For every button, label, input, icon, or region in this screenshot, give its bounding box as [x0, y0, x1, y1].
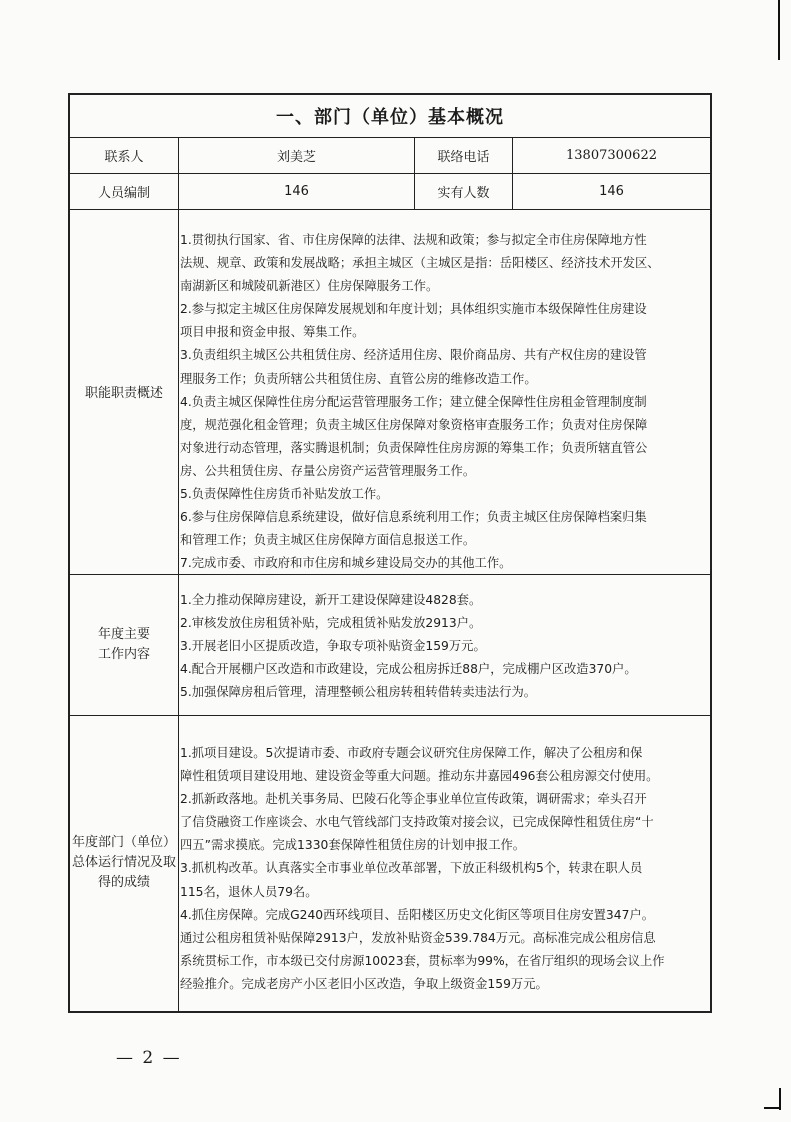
content-line: 对象进行动态管理，落实腾退机制；负责保障性住房房源的筹集工作；负责所辖直管公 [180, 440, 648, 455]
content-line: 系统贯标工作，市本级已交付房源10023套，贯标率为99%，在省厅组织的现场会议上作 [180, 953, 665, 968]
actual-staff-value: 146 [599, 183, 624, 199]
content-line: 4.抓住房保障。完成G240西环线项目、岳阳楼区历史文化街区等项目住房安置347户。 [180, 907, 655, 922]
duties-label: 职能职责概述 [84, 386, 163, 401]
content-line: 3.抓机构改革。认真落实全市事业单位改革部署，下放正科级机构5个，转隶在职人员 [180, 861, 643, 876]
annual-work-label [70, 574, 178, 715]
staff-quota-label: 人员编制 [97, 185, 150, 201]
content-line: 度，规范强化租金管理；负责主城区住房保障对象资格审查服务工作；负责对住房保障 [180, 417, 648, 432]
content-line: 4.负责主城区保障性住房分配运营管理服务工作；建立健全保障性住房租金管理制度制 [180, 394, 647, 409]
content-line: 2.参与拟定主城区住房保障发展规划和年度计划；具体组织实施市本级保障性住房建设 [180, 302, 647, 317]
actual-staff-label: 实有人数 [437, 185, 490, 201]
content-line: 5.负责保障性住房货币补贴发放工作。 [180, 487, 389, 502]
achievements-label-line: 得的成绩 [97, 875, 150, 890]
content-line: 2.抓新政落地。赴机关事务局、巴陵石化等企事业单位宣传政策，调研需求；牵头召开 [180, 792, 647, 807]
content-line: 南湖新区和城陵矶新港区）住房保障服务工作。 [180, 279, 439, 294]
content-line: 理服务工作；负责所辖公共租赁住房、直管公房的维修改造工作。 [180, 371, 537, 386]
content-line: 3.负责组织主城区公共租赁住房、经济适用住房、限价商品房、共有产权住房的建设管 [180, 348, 647, 363]
content-line: 四五”需求摸底。完成1330套保障性租赁住房的计划申报工作。 [180, 838, 526, 853]
content-line: 4.配合开展棚户区改造和市政建设，完成公租房拆迁88户，完成棚户区改造370户。 [180, 662, 637, 677]
contact-label: 联系人 [104, 149, 144, 165]
content-line: 1.全力推动保障房建设，新开工建设保障建设4828套。 [180, 593, 482, 607]
scan-edge-mark [764, 1107, 780, 1109]
content-line: 项目申报和资金申报、筹集工作。 [180, 325, 365, 340]
content-line: 通过公租房租赁补贴保障2913户，发放补贴资金539.784万元。高标准完成公租房信息 [180, 930, 656, 945]
scan-edge-mark [779, 1088, 781, 1110]
column-divider [178, 137, 179, 1011]
annual-work-label-line: 工作内容 [97, 646, 150, 662]
achievements-label [70, 715, 178, 1011]
basic-info-table [68, 93, 712, 1013]
phone-value: 13807300622 [566, 147, 657, 163]
content-line: 1.贯彻执行国家、省、市住房保障的法律、法规和政策；参与拟定全市住房保障地方性 [180, 233, 647, 247]
phone-label: 联络电话 [437, 149, 490, 165]
content-line: 115名，退休人员79名。 [180, 884, 318, 899]
content-line: 了信贷融资工作座谈会、水电气管线部门支持政策对接会议，已完成保障性租赁住房“十 [180, 815, 654, 830]
content-line: 和管理工作；负责主城区住房保障方面信息报送工作。 [180, 533, 476, 548]
achievements-label-line: 年度部门（单位） [71, 835, 176, 850]
annual-work-text [180, 589, 710, 704]
content-line: 5.加强保障房租后管理，清理整顿公租房转租转借转卖违法行为。 [180, 685, 537, 700]
content-line: 法规、规章、政策和发展战略；承担主城区（主城区是指：岳阳楼区、经济技术开发区、 [180, 256, 660, 271]
scan-edge-mark [778, 0, 780, 60]
staff-quota-value: 146 [284, 183, 309, 199]
achievements-text [180, 742, 710, 996]
page-number: — 2 — [116, 1048, 182, 1068]
content-line: 2.审核发放住房租赁补贴，完成租赁补贴发放2913户。 [180, 616, 482, 631]
duties-text [180, 229, 710, 575]
achievements-label-line: 总体运行情况及取 [71, 855, 176, 870]
content-line: 6.参与住房保障信息系统建设，做好信息系统利用工作；负责主城区住房保障档案归集 [180, 510, 647, 525]
section-title: 一、部门（单位）基本概况 [276, 107, 504, 128]
content-line: 7.完成市委、市政府和市住房和城乡建设局交办的其他工作。 [180, 556, 512, 571]
annual-work-label-line: 年度主要 [97, 626, 150, 642]
content-line: 经验推介。完成老房产小区老旧小区改造，争取上级资金159万元。 [180, 976, 548, 991]
content-line: 3.开展老旧小区提质改造，争取专项补贴资金159万元。 [180, 639, 486, 654]
content-line: 房、公共租赁住房、存量公房资产运营管理服务工作。 [180, 463, 476, 478]
contact-value: 刘美芝 [276, 149, 316, 165]
content-line: 1.抓项目建设。5次提请市委、市政府专题会议研究住房保障工作，解决了公租房和保 [180, 746, 643, 760]
content-line: 障性租赁项目建设用地、建设资金等重大问题。推动东井嘉园496套公租房源交付使用。 [180, 769, 659, 784]
